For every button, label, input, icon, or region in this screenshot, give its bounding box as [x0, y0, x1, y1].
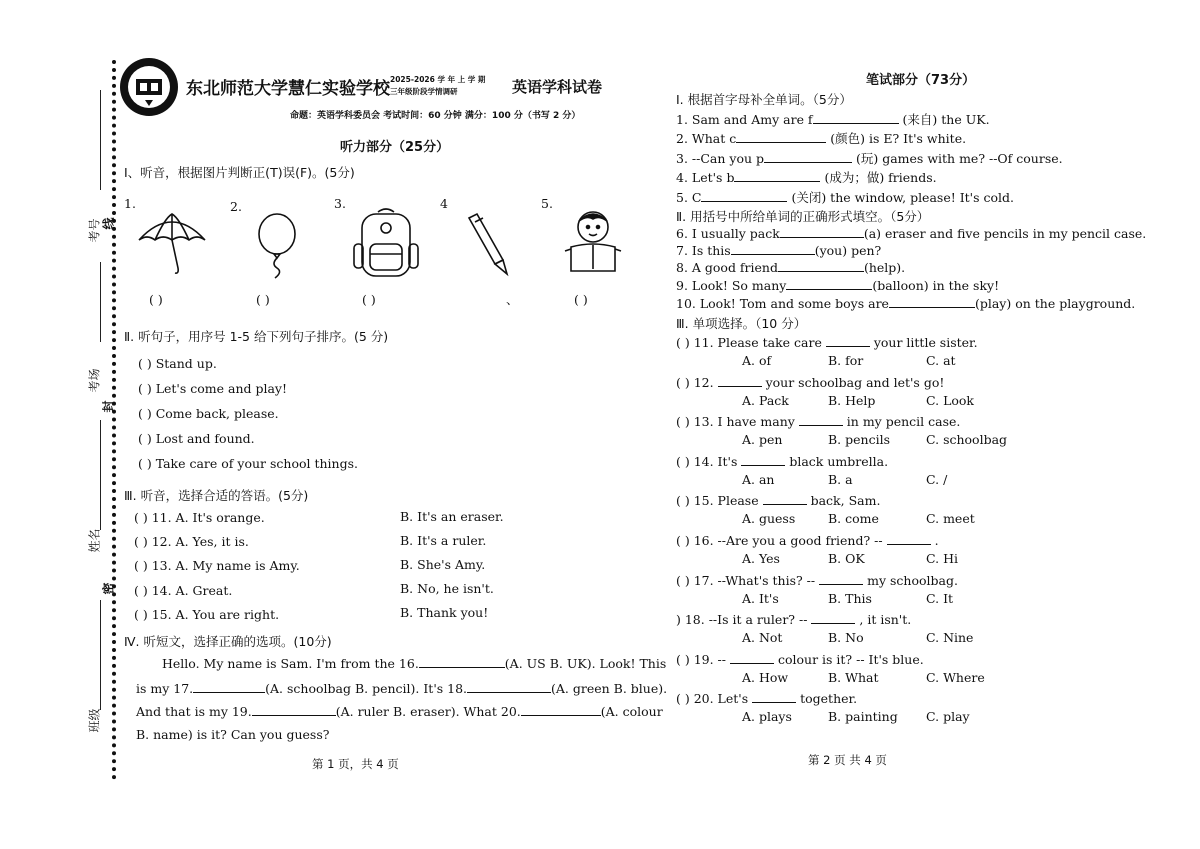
fill-blank[interactable] — [780, 237, 864, 238]
option-b: B. No, he isn't. — [400, 581, 494, 596]
mcq-question: ( ) 16. --Are you a good friend? -- . — [676, 533, 939, 548]
mcq-question: ( ) 12. your schoolbag and let's go! — [676, 375, 945, 390]
mcq-option[interactable]: A. Pack — [742, 393, 789, 408]
mcq-option[interactable]: A. Yes — [742, 551, 780, 566]
passage-line: is my 17. (A. schoolbag B. pencil). It's 18. (A. green B. blue). — [136, 681, 668, 696]
mcq-question: ) 18. --Is it a ruler? -- , it isn't. — [676, 612, 912, 627]
fill-blank[interactable] — [819, 584, 863, 585]
fill-blank[interactable] — [718, 386, 762, 387]
margin-label-exam-number: 考号 — [87, 218, 102, 243]
school-logo — [118, 56, 180, 118]
school-name: 东北师范大学慧仁实验学校 — [186, 79, 390, 99]
option-b: B. Thank you! — [400, 605, 489, 620]
mcq-option[interactable]: C. Nine — [926, 630, 974, 645]
fill-item: 10. Look! Tom and some boys are (play) on the playground. — [676, 296, 1136, 311]
mcq-question: ( ) 19. -- colour is it? -- It's blue. — [676, 652, 924, 667]
margin-label-exam-room: 考场 — [87, 368, 102, 393]
mcq-option[interactable]: C. play — [926, 709, 970, 724]
fill-blank[interactable] — [811, 623, 855, 624]
fill-blank[interactable] — [786, 289, 872, 290]
cut-mark-line: 线 — [101, 217, 116, 230]
fill-blank[interactable] — [763, 504, 807, 505]
mcq-option[interactable]: A. of — [742, 353, 772, 368]
mcq-option[interactable]: B. What — [828, 670, 879, 685]
mcq-option[interactable]: A. Not — [742, 630, 783, 645]
cut-mark-seal: 封 — [101, 400, 116, 413]
mcq-option[interactable]: C. Look — [926, 393, 974, 408]
mcq-option[interactable]: A. pen — [742, 432, 783, 447]
fill-blank[interactable] — [419, 667, 505, 668]
fill-blank[interactable] — [467, 692, 551, 693]
margin-label-name: 姓名 — [87, 528, 102, 553]
mcq-option[interactable]: C. schoolbag — [926, 432, 1008, 447]
mcq-question: ( ) 11. Please take care your little sister. — [676, 335, 978, 350]
list-item: ( ) 13. A. My name is Amy. — [134, 558, 300, 573]
option-b: B. It's an eraser. — [400, 509, 504, 524]
term-line-1: 2025-2026 学 年 上 学 期 — [390, 75, 486, 84]
mcq-option[interactable]: B. OK — [828, 551, 865, 566]
writing-title: 笔试部分（73分） — [866, 73, 976, 88]
mcq-option[interactable]: B. come — [828, 511, 879, 526]
mcq-option[interactable]: C. It — [926, 591, 954, 606]
fill-item: 6. I usually pack (a) eraser and five pencils in my pencil case. — [676, 226, 1147, 241]
mcq-option[interactable]: C. / — [926, 472, 948, 487]
margin-line — [100, 90, 101, 190]
mcq-question: ( ) 15. Please back, Sam. — [676, 493, 881, 508]
answer-bracket[interactable]: ( ) — [149, 292, 163, 307]
mcq-question: ( ) 14. It's black umbrella. — [676, 454, 889, 469]
fill-item: 3. --Can you p (玩) games with me? --Of course. — [676, 151, 1063, 166]
mcq-question: ( ) 13. I have many in my pencil case. — [676, 414, 961, 429]
mcq-option[interactable]: A. guess — [742, 511, 796, 526]
passage-line: B. name) is it? Can you guess? — [136, 727, 330, 742]
listening-section-1-title: Ⅰ、听音，根据图片判断正(T)误(F)。(5分) — [124, 165, 355, 180]
listening-title: 听力部分（25分） — [340, 140, 450, 155]
picture-number: 3. — [334, 196, 346, 211]
fill-blank[interactable] — [701, 201, 787, 202]
option-b: B. She's Amy. — [400, 557, 486, 572]
mcq-option[interactable]: A. It's — [742, 591, 779, 606]
list-item: ( ) Come back, please. — [138, 406, 279, 421]
answer-bracket[interactable]: ( ) — [362, 292, 376, 307]
fill-blank[interactable] — [731, 254, 815, 255]
mcq-option[interactable]: B. a — [828, 472, 853, 487]
margin-line — [100, 420, 101, 530]
list-item: ( ) Lost and found. — [138, 431, 255, 446]
mcq-option[interactable]: B. This — [828, 591, 872, 606]
writing-section-1-title: Ⅰ. 根据首字母补全单词。（5分） — [676, 92, 852, 107]
margin-line — [100, 600, 101, 710]
list-item: ( ) Let's come and play! — [138, 381, 288, 396]
writing-section-2-title: Ⅱ. 用括号中所给单词的正确形式填空。（5分） — [676, 209, 930, 224]
fill-blank[interactable] — [730, 663, 774, 664]
subject-title: 英语学科试卷 — [512, 78, 603, 96]
page-number-left: 第 1 页，共 4 页 — [312, 757, 399, 771]
listening-section-3-title: Ⅲ. 听音，选择合适的答语。(5分) — [124, 488, 309, 503]
picture-number: 5. — [541, 196, 553, 211]
listening-section-2-title: Ⅱ. 听句子，用序号 1-5 给下列句子排序。(5 分) — [124, 329, 389, 344]
fill-blank[interactable] — [799, 425, 843, 426]
mcq-option[interactable]: A. plays — [742, 709, 792, 724]
list-item: ( ) 11. A. It's orange. — [134, 510, 265, 525]
fill-item: 9. Look! So many (balloon) in the sky! — [676, 278, 1000, 293]
balloon-icon — [255, 212, 299, 283]
mcq-option[interactable]: B. Help — [828, 393, 876, 408]
answer-bracket[interactable]: 、 — [506, 292, 519, 307]
margin-label-class: 班级 — [87, 708, 102, 733]
list-item: ( ) 15. A. You are right. — [134, 607, 280, 622]
umbrella-icon — [135, 210, 209, 279]
schoolbag-icon — [352, 206, 420, 283]
answer-bracket[interactable]: ( ) — [574, 292, 588, 307]
fill-blank[interactable] — [813, 123, 899, 124]
cut-mark-secret: 密 — [101, 582, 116, 595]
picture-number: 1. — [124, 196, 136, 211]
fill-blank[interactable] — [193, 692, 265, 693]
pen-icon — [463, 212, 513, 281]
mcq-option[interactable]: B. No — [828, 630, 864, 645]
mcq-option[interactable]: A. an — [742, 472, 775, 487]
list-item: ( ) 14. A. Great. — [134, 583, 233, 598]
fill-blank[interactable] — [887, 544, 931, 545]
boy-reading-icon — [557, 207, 629, 278]
fill-item: 7. Is this (you) pen? — [676, 243, 882, 258]
fill-item: 2. What c (颜色) is E? It's white. — [676, 131, 967, 146]
passage-line: And that is my 19. (A. ruler B. eraser). What 20. (A. colour — [136, 704, 663, 719]
answer-bracket[interactable]: ( ) — [256, 292, 270, 307]
mcq-option[interactable]: B. for — [828, 353, 864, 368]
exam-meta: 命题：英语学科委员会 考试时间：60 分钟 满分：100 分（书写 2 分） — [290, 111, 581, 121]
passage-line: Hello. My name is Sam. I'm from the 16. (A. US B. UK). Look! This — [162, 656, 667, 671]
writing-section-3-title: Ⅲ. 单项选择。（10 分） — [676, 316, 807, 331]
term-line-2: 三年级阶段学情调研 — [390, 87, 458, 96]
fill-blank[interactable] — [741, 465, 785, 466]
mcq-question: ( ) 17. --What's this? -- my schoolbag. — [676, 573, 958, 588]
fill-blank[interactable] — [752, 702, 796, 703]
option-b: B. It's a ruler. — [400, 533, 487, 548]
fill-blank[interactable] — [736, 142, 826, 143]
fill-blank[interactable] — [252, 715, 336, 716]
list-item: ( ) Take care of your school things. — [138, 456, 358, 471]
list-item: ( ) 12. A. Yes, it is. — [134, 534, 249, 549]
page-number-right: 第 2 页 共 4 页 — [808, 753, 887, 767]
fill-blank[interactable] — [778, 271, 864, 272]
listening-section-4-title: Ⅳ. 听短文，选择正确的选项。(10分) — [124, 634, 332, 649]
fill-blank[interactable] — [764, 162, 852, 163]
binding-margin — [0, 0, 130, 849]
mcq-option[interactable]: C. Hi — [926, 551, 958, 566]
margin-line — [100, 262, 101, 342]
mcq-option[interactable]: B. pencils — [828, 432, 890, 447]
mcq-question: ( ) 20. Let's together. — [676, 691, 858, 706]
mcq-option[interactable]: C. meet — [926, 511, 975, 526]
fill-item: 4. Let's b (成为；做) friends. — [676, 170, 937, 185]
fill-item: 1. Sam and Amy are f (来自) the UK. — [676, 112, 990, 127]
mcq-option[interactable]: C. at — [926, 353, 956, 368]
list-item: ( ) Stand up. — [138, 356, 217, 371]
fill-blank[interactable] — [889, 307, 975, 308]
mcq-option[interactable]: B. painting — [828, 709, 898, 724]
picture-number: 4 — [440, 196, 448, 211]
picture-number: 2. — [230, 199, 242, 214]
fill-blank[interactable] — [521, 715, 601, 716]
fill-blank[interactable] — [826, 346, 870, 347]
fill-item: 5. C (关闭) the window, please! It's cold. — [676, 190, 1015, 205]
fill-item: 8. A good friend (help). — [676, 260, 906, 275]
fill-blank[interactable] — [734, 181, 820, 182]
mcq-option[interactable]: A. How — [742, 670, 789, 685]
binding-dotted-line — [112, 60, 116, 780]
mcq-option[interactable]: C. Where — [926, 670, 985, 685]
